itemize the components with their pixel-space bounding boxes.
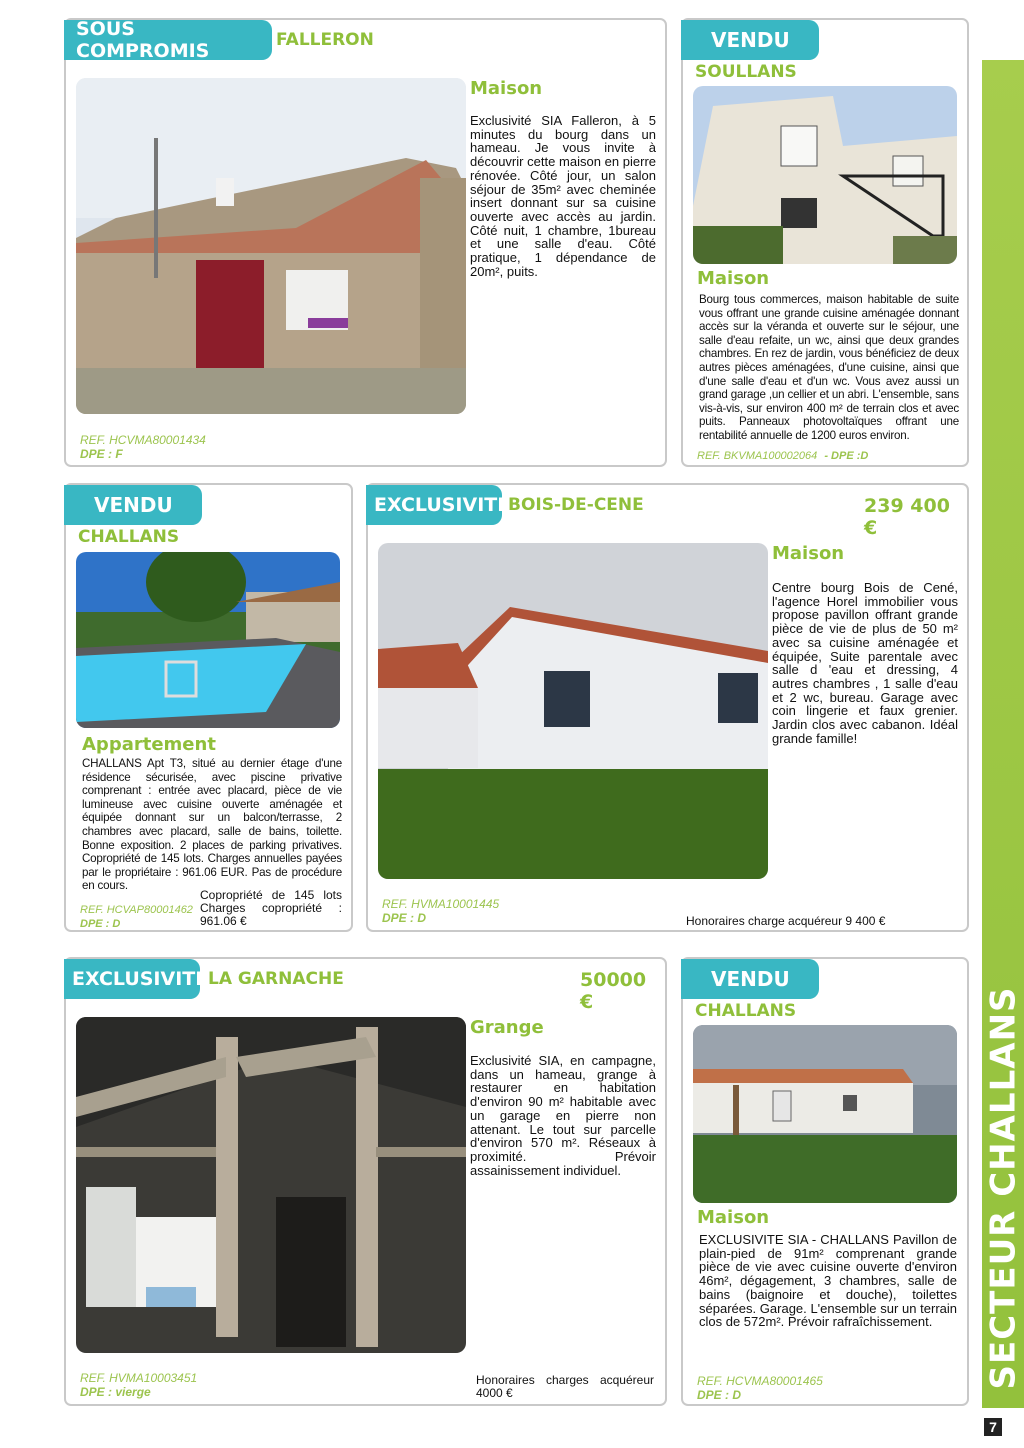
sector-title: SECTEUR CHALLANS xyxy=(983,985,1024,1390)
status-badge: EXCLUSIVITE xyxy=(64,959,200,999)
listing-photo-barn xyxy=(76,1017,466,1353)
listing-ref xyxy=(697,449,868,463)
listing-photo-stone-house xyxy=(76,78,466,414)
status-badge: EXCLUSIVITE xyxy=(366,485,502,525)
listing-city: LA GARNACHE xyxy=(208,969,344,989)
ref-number: REF. HCVMA80001434 xyxy=(80,433,206,447)
listing-card-falleron xyxy=(64,18,667,467)
dpe-rating: DPE : D xyxy=(80,918,121,930)
listing-photo-bungalow xyxy=(693,1025,957,1203)
listing-photo-white-house xyxy=(693,86,957,264)
ref-number: REF. HCVMA80001465 xyxy=(697,1374,823,1388)
listing-description: Exclusivité SIA Falleron, à 5 minutes du bourg dans un hameau. Je vous invite à découvrir cette maison en pierre rénovée. Côté jour, un salon séjour de 35m² avec cheminée insert donnant sur sa cuisine ouverte avec accès au jardin. Côté nuit, 1 chambre, 1bureau et une salle d'eau. Côté pratique, 1 dépendance de 20m², puits. xyxy=(470,113,656,279)
dpe-rating: - DPE :D xyxy=(824,450,869,462)
listing-card-soullans xyxy=(681,18,969,467)
ref-number: REF. HVMA10003451 xyxy=(80,1371,198,1385)
listing-photo-pavilion xyxy=(378,543,768,879)
dpe-rating: DPE : D xyxy=(382,911,427,925)
property-type: Maison xyxy=(697,1207,770,1228)
listing-photo-pool xyxy=(76,552,340,728)
dpe-rating: DPE : F xyxy=(80,447,123,461)
listing-ref xyxy=(80,433,206,461)
ref-number: REF. BKVMA100002064 xyxy=(697,450,818,462)
ref-number: REF. HVMA10001445 xyxy=(382,897,500,911)
property-type: Grange xyxy=(470,1017,544,1038)
listing-description: CHALLANS Apt T3, situé au dernier étage d'une résidence sécurisée, avec piscine privative comprenant : entrée avec placard, pièce de vie lumineuse avec cuisine ouverte aménagée et équipée donnant sur un balcon/terrasse, 2 chambres avec placard, salle de bains, toilette. Bonne exposition. 2 places de parking privatives. Copropriété de 145 lots. Charges annuelles payées par le propriétaire : 961.06 EUR. Pas de procédure en cours. xyxy=(82,757,342,893)
listing-card-la-garnache xyxy=(64,957,667,1406)
listing-city: CHALLANS xyxy=(78,527,180,547)
listing-city: BOIS-DE-CENE xyxy=(508,495,644,515)
listing-ref xyxy=(382,897,499,925)
status-badge: VENDU xyxy=(681,959,819,999)
dpe-rating: DPE : vierge xyxy=(80,1385,151,1399)
property-type: Maison xyxy=(470,78,543,99)
copro-info: Copropriété de 145 lots Charges copropriété : 961.06 € xyxy=(200,888,342,928)
fees-note: Honoraires charge acquéreur 9 400 € xyxy=(686,914,886,928)
property-type: Maison xyxy=(772,543,845,564)
status-badge: VENDU xyxy=(64,485,202,525)
property-type: Appartement xyxy=(82,734,216,755)
listing-city: CHALLANS xyxy=(695,1001,797,1021)
listing-ref xyxy=(80,903,193,931)
listing-description: Centre bourg Bois de Cené, l'agence Horel immobilier vous propose pavillon offrant grande pièce de vie de plus de 50 m² avec sa cuisine aménagée et équipée, Suite parentale avec salle d 'eau et dressing, 4 autres chambres , 1 salle d'eau et 2 wc, bureau. Garage avec coin lingerie et faux grenier. Jardin clos avec cabanon. Idéal grande famille! xyxy=(772,580,958,746)
listing-ref xyxy=(80,1371,197,1399)
listing-card-bois-de-cene xyxy=(366,483,969,932)
listing-description: Bourg tous commerces, maison habitable de suite vous offrant une grande cuisine aménagée donnant accès sur la véranda et ouverte sur le séjour, une salle d'eau refaite, un wc, ainsi que deux grandes chambres. En rez de jardin, vous bénéficiez de deux autres pièces aménagées, d'une cuisine, ainsi que d'une salle d'eau et d'un wc. Vous avez aussi un grand garage ,un cellier et un abri. L'ensemble, sans vis-à-vis, sur environ 400 m² de terrain clos et avec puits. Panneaux photovoltaïques offrant une rentabilité annuelle de 1200 euros environ. xyxy=(699,293,959,442)
listing-city: FALLERON xyxy=(276,30,374,50)
listing-description: EXCLUSIVITE SIA - CHALLANS Pavillon de plain-pied de 91m² comprenant grande pièce de vie avec cuisine ouverte d'environ 46m², dégagement, 3 chambres, salle de bains (baignoire et douche), toilettes séparées. Garage. L'ensemble sur un terrain clos de 572m². Prévoir rafraîchissement. xyxy=(699,1232,957,1330)
ref-number: REF. HCVAP80001462 xyxy=(80,904,193,916)
listing-card-challans-house xyxy=(681,957,969,1406)
dpe-rating: DPE : D xyxy=(697,1388,742,1402)
fees-note: Honoraires charges acquéreur 4000 € xyxy=(476,1373,654,1400)
status-badge: SOUS COMPROMIS xyxy=(64,20,272,60)
listing-city: SOULLANS xyxy=(695,62,797,82)
listing-description: Exclusivité SIA, en campagne, dans un hameau, grange à restaurer en habitation d'environ 90 m² habitable avec un garage en pierre non attenant. Le tout sur parcelle d'environ 570 m². Réseaux à proximité. Prévoir assainissement individuel. xyxy=(470,1053,656,1178)
listing-card-challans-apartment xyxy=(64,483,353,932)
listing-ref xyxy=(697,1374,823,1402)
page-number: 7 xyxy=(984,1418,1002,1436)
property-type: Maison xyxy=(697,268,770,289)
listing-price: 50000 € xyxy=(580,969,647,1013)
status-badge: VENDU xyxy=(681,20,819,60)
listing-price: 239 400 € xyxy=(864,495,950,539)
